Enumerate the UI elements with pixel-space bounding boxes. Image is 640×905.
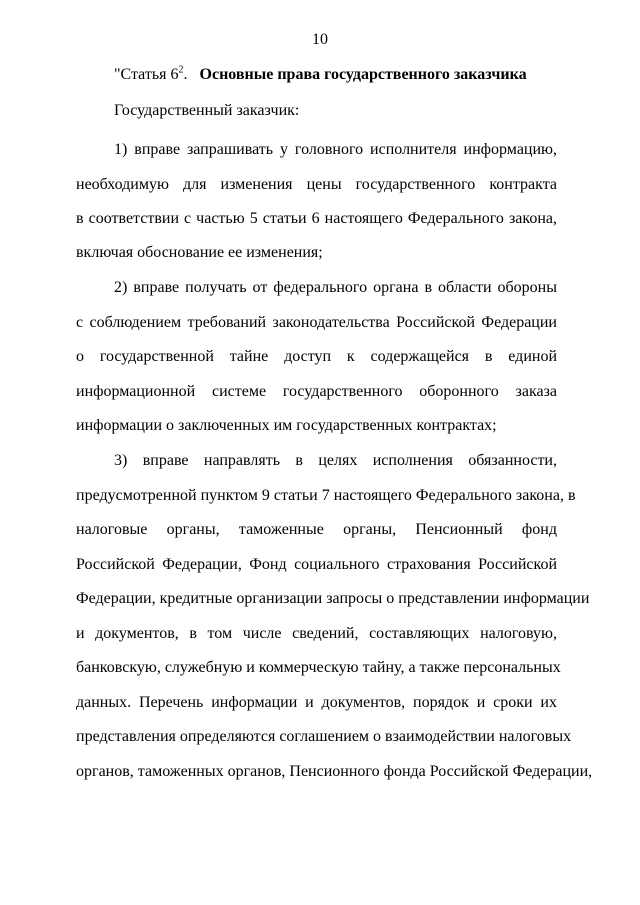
text-line: включая обоснование ее изменения; xyxy=(76,244,323,261)
article-superscript: 2 xyxy=(178,64,184,76)
text-line: о государственной тайне доступ к содержащейся в единой xyxy=(76,348,557,365)
text-line: представления определяются соглашением о взаимодействии налоговых xyxy=(76,728,572,745)
article-title xyxy=(114,66,527,84)
text-line: 1) вправе запрашивать у головного исполнителя информацию, xyxy=(114,141,557,158)
text-line: необходимую для изменения цены государственного контракта xyxy=(76,176,557,193)
text-line: органов, таможенных органов, Пенсионного фонда Российской Федерации, xyxy=(76,763,593,780)
article-label-period: . xyxy=(183,66,188,83)
text-line: Российской Федерации, Фонд социального страхования Российской xyxy=(76,556,557,573)
text-line: Федерации, кредитные организации запросы о представлении информации xyxy=(76,590,590,607)
article-label: "Статья 6 xyxy=(114,66,179,83)
text-line: предусмотренной пунктом 9 статьи 7 настоящего Федерального закона, в xyxy=(76,487,576,504)
article-heading: Основные права государственного заказчика xyxy=(199,66,527,83)
text-line: банковскую, служебную и коммерческую тайну, а также персональных xyxy=(76,659,561,676)
text-line: налоговые органы, таможенные органы, Пенсионный фонд xyxy=(76,521,557,538)
text-line: данных. Перечень информации и документов, порядок и сроки их xyxy=(76,694,557,711)
text-line: в соответствии с частью 5 статьи 6 настоящего Федерального закона, xyxy=(76,210,557,227)
text-line: и документов, в том числе сведений, составляющих налоговую, xyxy=(76,625,557,642)
page-number: 10 xyxy=(312,31,328,48)
text-line: 2) вправе получать от федерального органа в области обороны xyxy=(114,279,557,296)
text-line: информации о заключенных им государственных контрактах; xyxy=(76,417,497,434)
text-line: с соблюдением требований законодательства Российской Федерации xyxy=(76,314,557,331)
text-line: 3) вправе направлять в целях исполнения обязанности, xyxy=(114,452,557,469)
text-line: информационной системе государственного оборонного заказа xyxy=(76,383,557,400)
intro-text: Государственный заказчик: xyxy=(114,102,300,119)
